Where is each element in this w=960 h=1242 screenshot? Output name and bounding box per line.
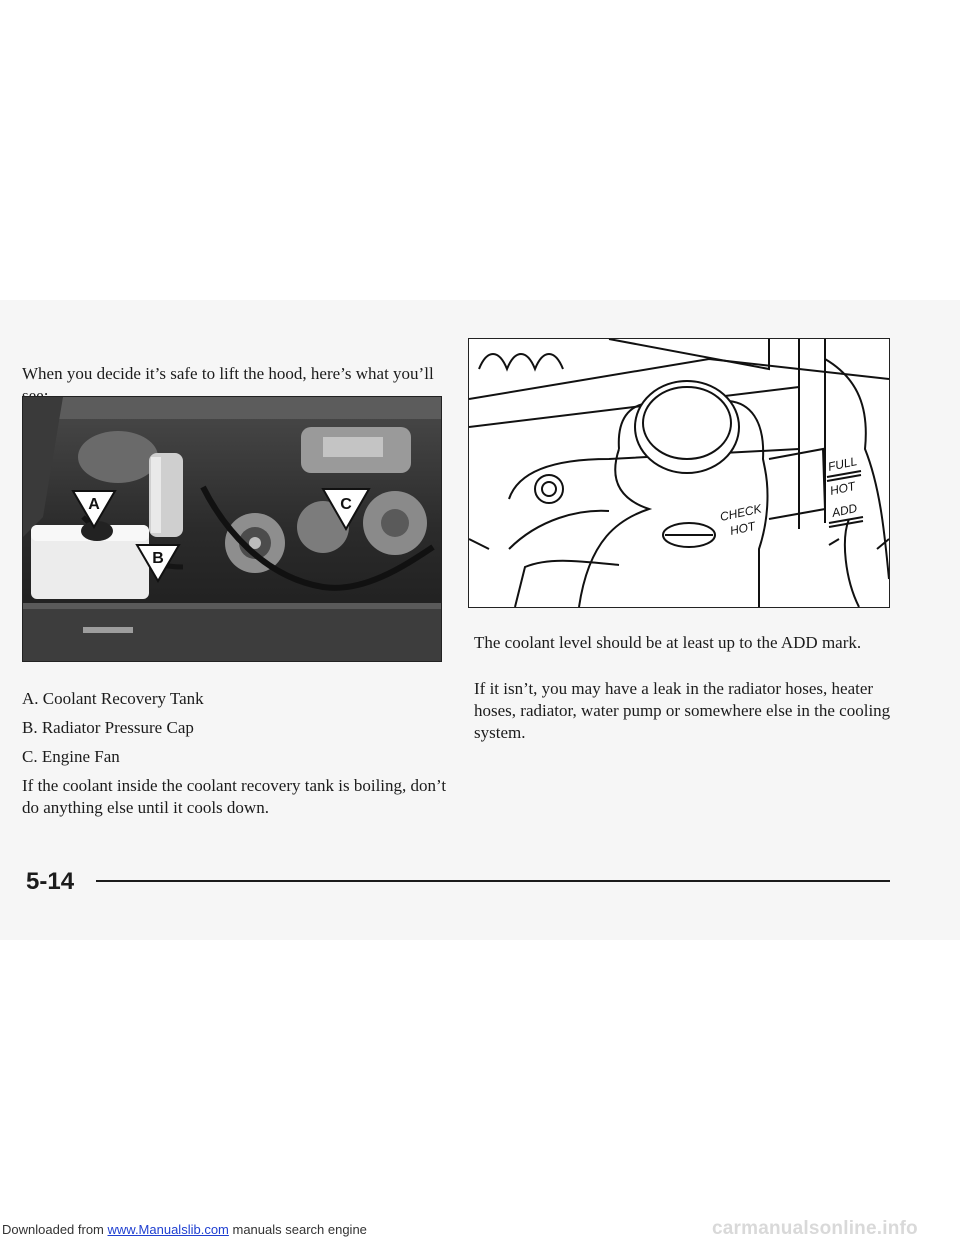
- label-check: CHECK: [718, 501, 763, 524]
- intro-paragraph: When you decide it’s safe to lift the hood, here’s what you’ll: [22, 364, 434, 383]
- label-hot-left: HOT: [728, 518, 757, 538]
- callout-a: A: [88, 496, 100, 513]
- footer-prefix: Downloaded from: [2, 1222, 108, 1237]
- callout-b: B: [152, 550, 164, 567]
- boiling-warning: If the coolant inside the coolant recovery tank is boiling, don’t do anything else until it cools down.: [22, 776, 447, 817]
- leak-note: If it isn’t, you may have a leak in the radiator hoses, heater hoses, radiator, water pump or somewhere else in the cooling system.: [474, 679, 891, 742]
- legend-item: C. Engine Fan: [22, 747, 120, 766]
- page-number: 5-14: [26, 868, 75, 895]
- download-footer: [2, 1222, 367, 1237]
- coolant-tank-drawing: [468, 338, 890, 608]
- coolant-level-note: The coolant level should be at least up to the ADD mark.: [474, 633, 862, 652]
- legend-item: A. Coolant Recovery Tank: [22, 689, 204, 708]
- legend-item: B. Radiator Pressure Cap: [22, 718, 194, 737]
- watermark: carmanualsonline.info: [712, 1218, 918, 1239]
- callout-c: C: [340, 496, 352, 513]
- footer-rule: [96, 880, 890, 882]
- component-legend: [22, 688, 204, 775]
- engine-compartment-photo: [22, 396, 442, 662]
- label-hot-right: HOT: [828, 478, 857, 498]
- label-full: FULL: [826, 454, 859, 474]
- footer-suffix: manuals search engine: [228, 1222, 367, 1237]
- manualslib-link[interactable]: www.Manualslib.com: [107, 1222, 229, 1237]
- label-add: ADD: [830, 500, 859, 520]
